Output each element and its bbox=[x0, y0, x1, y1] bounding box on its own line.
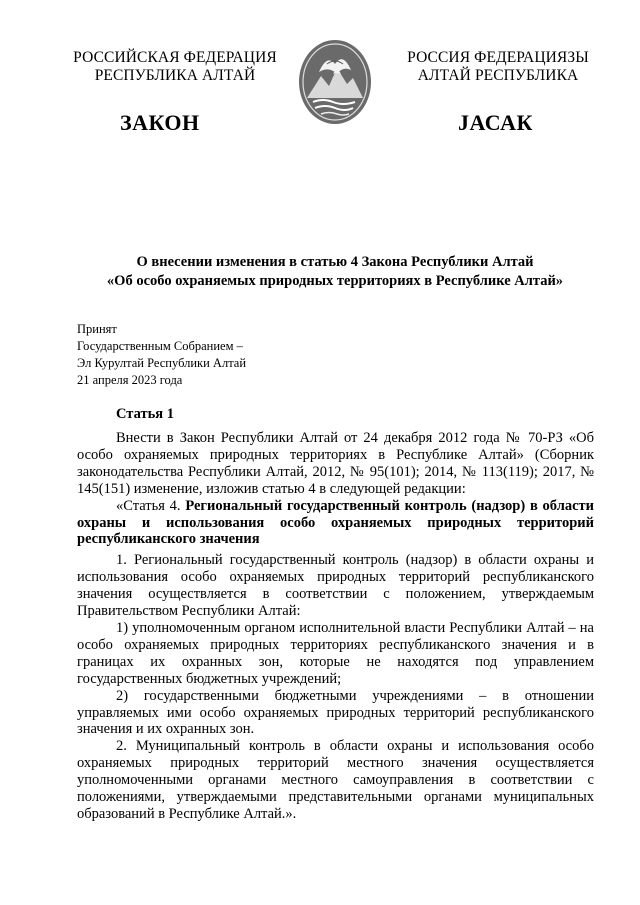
paragraph-1: Внести в Закон Республики Алтай от 24 декабря 2012 года № 70-РЗ «Об особо охраняемых природных территориях в Республике Алтай» (Сборник законодательства Республики Алтай, 2012, № 95(101); 2014, № 113(119); 2017, № 145(151) изменение, изложив статью 4 в следующей редакции: bbox=[77, 430, 594, 497]
adopted-date: 21 апреля 2023 года bbox=[77, 373, 183, 387]
header-left bbox=[50, 49, 300, 85]
adopted-label: Принят bbox=[77, 322, 117, 336]
adopted-by-line1: Государственным Собранием – bbox=[77, 339, 243, 353]
country-name-alt: РОССИЯ ФЕДЕРАЦИЯЗЫ bbox=[407, 49, 589, 66]
paragraph-4: 1) уполномоченным органом исполнительной власти Республики Алтай – на особо охраняемых природных территориях республиканского значения и в границах их охранных зон, которые не находятся под управлением государственных бюджетных учреждений; bbox=[77, 619, 594, 687]
paragraph-5: 2) государственными бюджетными учреждениями – в отношении управляемых ими особо охраняемых природных территорий республиканского значения и их охранных зон. bbox=[77, 687, 594, 738]
law-title-alt: JАСАК bbox=[458, 110, 533, 135]
adopted-by-line2: Эл Курултай Республики Алтай bbox=[77, 356, 247, 370]
title-line-2: «Об особо охраняемых природных территориях в Республике Алтай» bbox=[106, 273, 564, 289]
document-title bbox=[60, 253, 610, 291]
law-title-ru: ЗАКОН bbox=[120, 110, 200, 135]
adoption-block bbox=[77, 321, 246, 389]
coat-of-arms-icon bbox=[297, 38, 373, 126]
header-right bbox=[378, 49, 618, 85]
paragraph-3: 1. Региональный государственный контроль (надзор) в области охраны и использования особо охраняемых природных территорий республиканского значения осуществляется в соответствии с положением, утверждаемым Правительством Республики Алтай: bbox=[77, 552, 594, 620]
article-4-title: Региональный государственный контроль (надзор) в области охраны и использования особо охраняемых природных территорий республиканского значения bbox=[77, 497, 594, 548]
article-heading: Статья 1 bbox=[116, 406, 174, 422]
republic-name-ru: РЕСПУБЛИКА АЛТАЙ bbox=[94, 67, 256, 84]
paragraph-6: 2. Муниципальный контроль в области охраны и использования особо охраняемых природных территорий местного значения осуществляется уполномоченными органами местного самоуправления в соответствии с положениями, утверждаемыми представительными органами муниципальных образований в Республике Алтай.». bbox=[77, 738, 594, 822]
paragraph-2 bbox=[77, 498, 594, 549]
title-line-1: О внесении изменения в статью 4 Закона Республики Алтай bbox=[136, 254, 534, 270]
article-body bbox=[77, 430, 594, 823]
republic-name-alt: АЛТАЙ РЕСПУБЛИКА bbox=[417, 67, 579, 84]
country-name-ru: РОССИЙСКАЯ ФЕДЕРАЦИЯ bbox=[73, 49, 277, 66]
article-4-prefix: «Статья 4. bbox=[116, 497, 186, 514]
